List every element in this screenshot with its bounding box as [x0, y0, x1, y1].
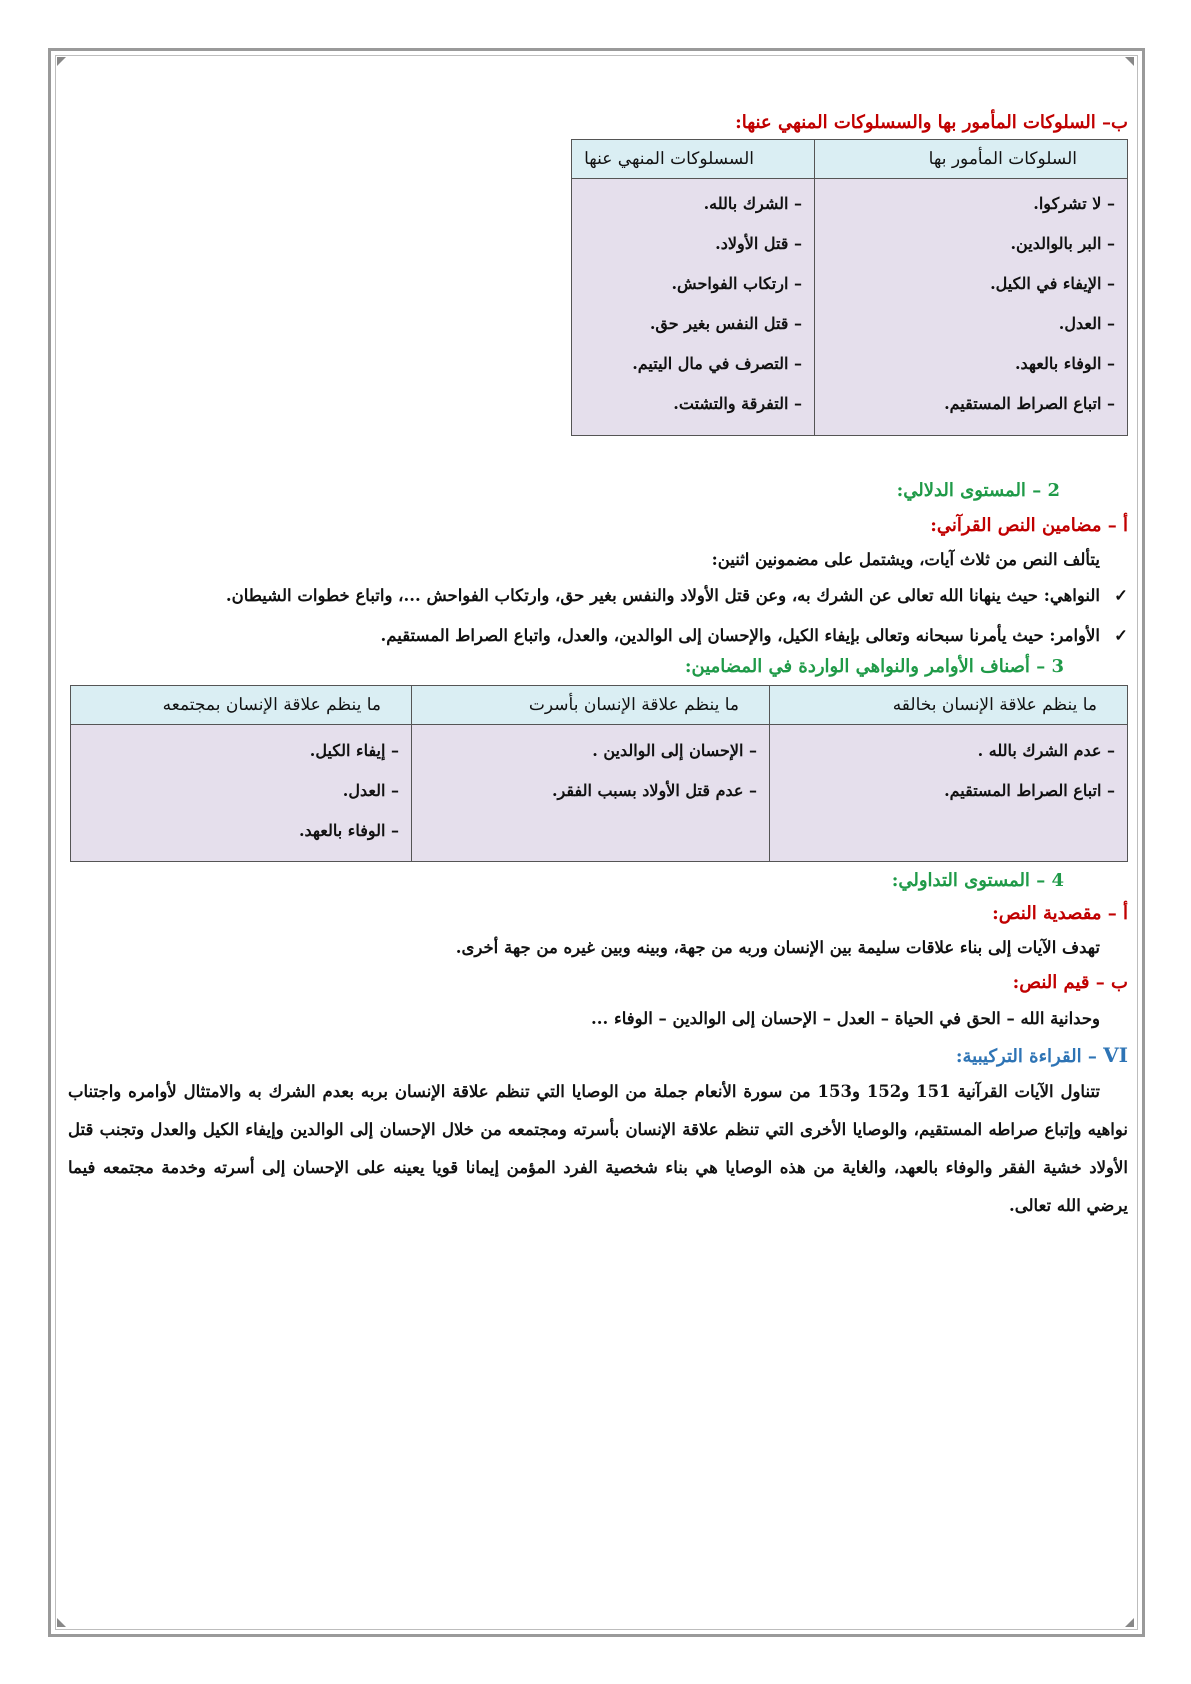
intent-text: تهدف الآيات إلى بناء علاقات سليمة بين الإنسان وربه من جهة، وبينه وبين غيره من جهة أخرى.	[455, 938, 1100, 957]
list-item: – قتل الأولاد.	[715, 234, 802, 253]
commanded-header: السلوكات المأمور بها	[815, 140, 1128, 179]
corner-ornament	[1125, 1618, 1134, 1627]
synthesis-text: تتناول الآيات القرآنية 151 و152 و153 من سورة الأنعام جملة من الوصايا التي تنظم علاقة الإنسان بربه بعدم الشرك به والامتثال لأوامره واجتناب نواهيه وإتباع صراطه المستقيم، والوصايا الأخرى التي تنظم علاقة الإنسان بأسرته ومجتمعه من خلال الإحسان إلى الوالدين وإيفاء الكيل والعدل وتجنب قتل الأولاد خشية الفقر والوفاء بالعهد، والغاية من هذه الوصايا هي بناء شخصية الفرد المؤمن إيمانا قويا يعينه على الإحسان إلى أسرته وخدمة مجتمعه فيما يرضي الله تعالى.	[68, 1082, 1128, 1215]
society-header: ما ينظم علاقة الإنسان بمجتمعه	[71, 686, 412, 725]
society-cell	[71, 725, 412, 862]
list-item: – الوفاء بالعهد.	[1014, 354, 1115, 373]
synthesis-title: – القراءة التركيبية:	[955, 1046, 1104, 1067]
family-cell	[412, 725, 770, 862]
list-item: – قتل النفس بغير حق.	[649, 314, 802, 333]
page-content	[68, 112, 1128, 1225]
corner-ornament	[57, 1618, 66, 1627]
level4-title: 4 – المستوى التداولي:	[891, 870, 1064, 891]
family-header: ما ينظم علاقة الإنسان بأسرت	[412, 686, 770, 725]
list-item: – الشرك بالله.	[703, 194, 802, 213]
synthesis-heading	[68, 1043, 1128, 1067]
behaviors-table	[571, 139, 1128, 436]
list-item: – عدم قتل الأولاد بسبب الفقر.	[551, 781, 757, 800]
check-icon: ✓	[1114, 626, 1128, 645]
contents-intro: يتألف النص من ثلاث آيات، ويشتمل على مضمونين اثنين:	[711, 550, 1100, 569]
list-item: – إيفاء الكيل.	[309, 741, 399, 760]
list-item: – التصرف في مال اليتيم.	[632, 354, 802, 373]
commands-text: الأوامر: حيث يأمرنا سبحانه وتعالى بإيفاء الكيل، والإحسان إلى الوالدين، والعدل، واتباع الصراط المستقيم.	[380, 626, 1100, 645]
section-b-title: ب– السلوكات المأمور بها والسسلوكات المنهي عنها:	[735, 112, 1128, 133]
list-item: – العدل.	[1058, 314, 1115, 333]
list-item: – التفرقة والتشتت.	[673, 394, 802, 413]
commanded-cell	[815, 179, 1128, 436]
values-text: وحدانية الله – الحق في الحياة – العدل – الإحسان إلى الوالدين – الوفاء ...	[591, 1009, 1100, 1028]
commands-item	[68, 618, 1128, 654]
level3-title: 3 – أصناف الأوامر والنواهي الواردة في المضامين:	[684, 656, 1064, 677]
values-title: ب – قيم النص:	[1012, 972, 1128, 993]
corner-ornament	[1125, 57, 1134, 66]
list-item: – العدل.	[342, 781, 399, 800]
list-item: – لا تشركوا.	[1033, 194, 1115, 213]
corner-ornament	[57, 57, 66, 66]
list-item: – الوفاء بالعهد.	[298, 821, 399, 840]
creator-header: ما ينظم علاقة الإنسان بخالقه	[770, 686, 1128, 725]
list-item: – الإيفاء في الكيل.	[990, 274, 1115, 293]
categories-table	[70, 685, 1128, 862]
creator-cell	[770, 725, 1128, 862]
forbidden-header: السسلوكات المنهي عنها	[572, 140, 815, 179]
list-item: – الإحسان إلى الوالدين .	[592, 741, 757, 760]
contents-title: أ – مضامين النص القرآني:	[930, 515, 1128, 536]
intent-title: أ – مقصدية النص:	[992, 903, 1128, 924]
list-item: – ارتكاب الفواحش.	[671, 274, 802, 293]
list-item: – اتباع الصراط المستقيم.	[944, 781, 1115, 800]
list-item: – اتباع الصراط المستقيم.	[944, 394, 1115, 413]
prohibitions-text: النواهي: حيث ينهانا الله تعالى عن الشرك به، وعن قتل الأولاد والنفس بغير حق، وارتكاب الفواحش ...، واتباع خطوات الشيطان.	[225, 586, 1100, 605]
level2-title: 2 – المستوى الدلالي:	[896, 480, 1060, 501]
prohibitions-item	[68, 578, 1128, 614]
check-icon: ✓	[1114, 586, 1128, 605]
list-item: – البر بالوالدين.	[1010, 234, 1115, 253]
synthesis-number: VI	[1103, 1043, 1128, 1067]
forbidden-cell	[572, 179, 815, 436]
list-item: – عدم الشرك بالله .	[977, 741, 1115, 760]
